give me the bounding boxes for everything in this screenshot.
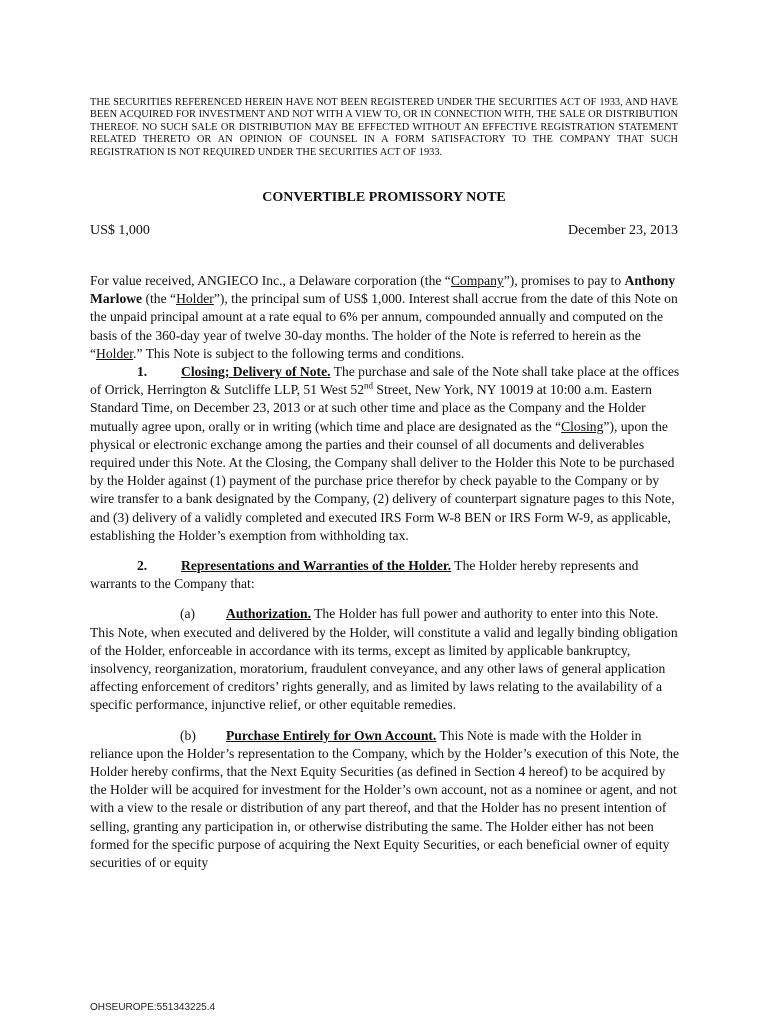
securities-legend: THE SECURITIES REFERENCED HEREIN HAVE NOT BEEN REGISTERED UNDER THE SECURITIES ACT OF 1933, AND HAVE BEEN ACQUIRED FOR INVESTMENT AND NOT WITH A VIEW TO, OR IN CONNECTION WITH, THE SALE OR DISTRIBUTION THEREOF. NO SUCH SALE OR DISTRIBUTION MAY BE EFFECTED WITHOUT AN EFFECTIVE REGISTRATION STATEMENT RELATED THERETO OR AN OPINION OF COUNSEL IN A FORM SATISFACTORY TO THE COMPANY THAT SUCH REGISTRATION IS NOT REQUIRED UNDER THE SECURITIES ACT OF 1933. (90, 97, 678, 158)
note-amount: US$ 1,000 (90, 223, 150, 238)
note-date: December 23, 2013 (567, 223, 678, 238)
section-2a-label: (a) (180, 606, 196, 622)
section-2: 2. Representations and Warranties of the Holder. The Holder hereby represents and warrants to the Company that: (90, 558, 639, 592)
section-1-number: 1. (137, 364, 148, 380)
section-1-heading: Closing; Delivery of Note. (181, 364, 331, 380)
document-body (90, 272, 682, 872)
section-2b: (b) Purchase Entirely for Own Account. This Note is made with the Holder in reliance upon the Holder’s representation to the Company, which by the Holder’s execution of this Note, the Holder hereby confirms, that the Next Equity Securities (as defined in Section 4 hereof) to be acquired by the Holder will be acquired for investment for the Holder’s own account, not as a nominee or agent, and not with a view to the resale or distribution of any part thereof, and that the Holder has no present intention of selling, granting any participation in, or otherwise distributing the same. The Holder either has not been formed for the specific purpose of acquiring the Next Equity Securities, or each beneficial owner of equity securities of or equity (90, 727, 680, 871)
section-2a-heading: Authorization. (226, 606, 311, 622)
closing-term: Closing (561, 418, 604, 434)
holder-name: Anthony Marlowe (90, 273, 676, 307)
document-title: CONVERTIBLE PROMISSORY NOTE (262, 190, 506, 205)
holder-term: Holder (176, 291, 214, 307)
document-footer-id: OHSEUROPE:551343225.4 (90, 1002, 216, 1013)
holder-term-2: Holder (96, 345, 134, 361)
intro-paragraph: For value received, ANGIECO Inc., a Delaware corporation (the “Company”), promises to pay to Anthony Marlowe (the “Holder”), the principal sum of US$ 1,000. Interest shall accrue from the date of this Note on the unpaid principal amount at a rate equal to 6% per annum, compounded annually and computed on the basis of the 360-day year of twelve 30-day months. The holder of the Note is referred to herein as the “Holder.” This Note is subject to the following terms and conditions. (90, 273, 678, 361)
section-2b-label: (b) (180, 727, 196, 743)
section-2b-heading: Purchase Entirely for Own Account. (226, 727, 437, 743)
section-2-heading: Representations and Warranties of the Holder. (181, 558, 452, 574)
section-1: 1. Closing; Delivery of Note. The purchase and sale of the Note shall take place at the offices of Orrick, Herrington & Sutcliffe LLP, 51 West 52nd Street, New York, NY 10019 at 10:00 a.m. Eastern Standard Time, on December 23, 2013 or at such other time and place as the Company and the Holder mutually agree upon, orally or in writing (which time and place are designated as the “Closing”), upon the physical or electronic exchange among the parties and their counsel of all documents and deliverables required under this Note. At the Closing, the Company shall deliver to the Holder this Note to be purchased by the Holder against (1) payment of the purchase price therefor by check payable to the Company or by wire transfer to a bank designated by the Company, (2) delivery of counterpart signature pages to this Note, and (3) delivery of a validly completed and executed IRS Form W-8 BEN or IRS Form W-9, as applicable, establishing the Holder’s exemption from withholding tax. (90, 364, 680, 543)
section-2a: (a) Authorization. The Holder has full power and authority to enter into this Note. This Note, when executed and delivered by the Holder, will constitute a valid and legally binding obligation of the Holder, enforceable in accordance with its terms, except as limited by applicable bankruptcy, insolvency, reorganization, moratorium, fraudulent conveyance, and any other laws of general application affecting enforcement of creditors’ rights generally, and as limited by laws relating to the availability of a specific performance, injunctive relief, or other equitable remedies. (90, 606, 678, 713)
company-term: Company (450, 273, 504, 288)
section-2-number: 2. (137, 558, 148, 574)
